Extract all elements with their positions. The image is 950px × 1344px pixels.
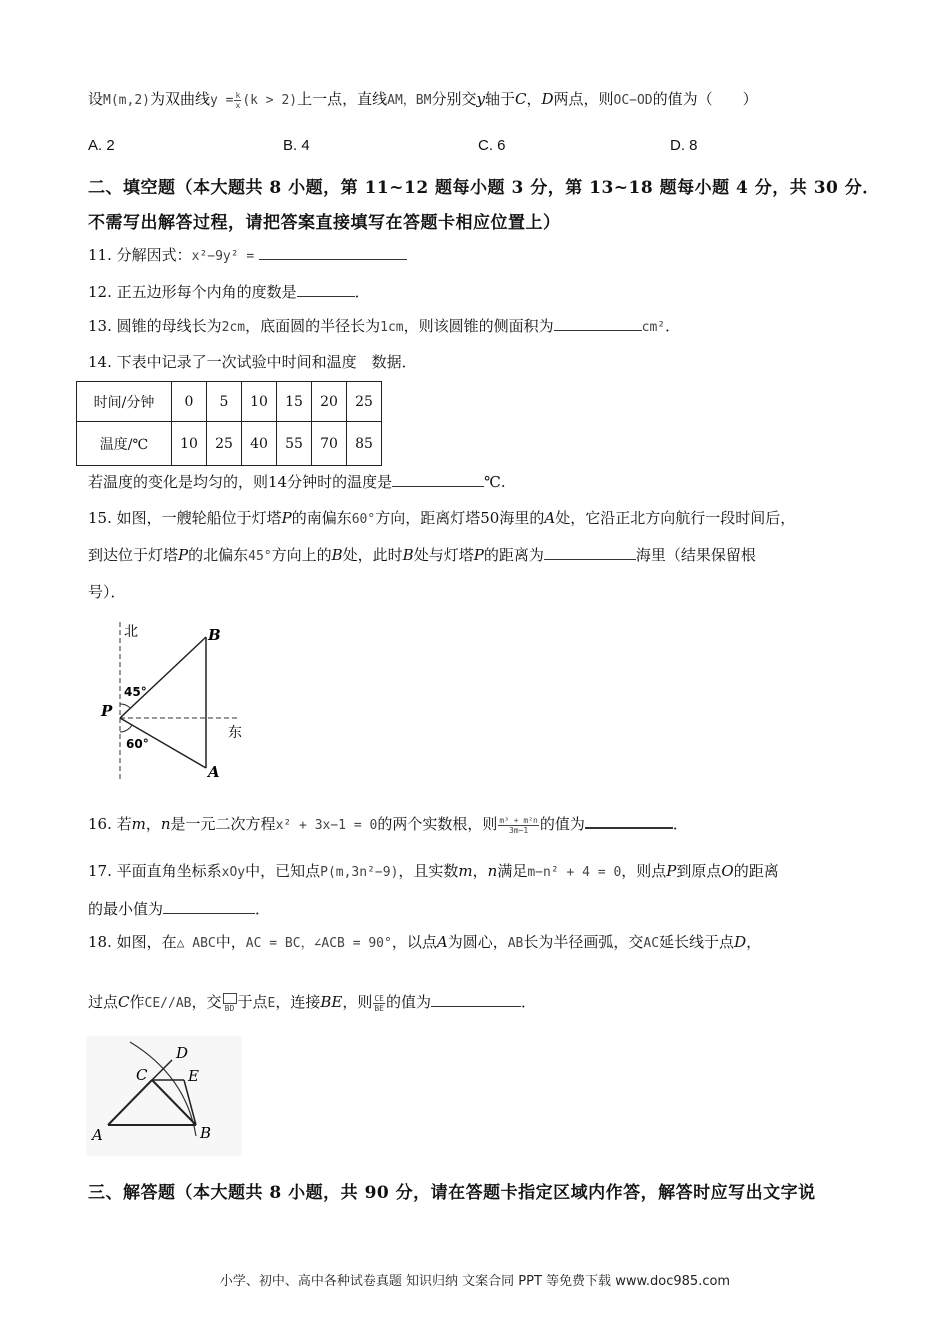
- north-label: 北: [124, 624, 138, 640]
- point-b-label: B: [200, 1124, 212, 1142]
- table-cell: 20: [312, 382, 347, 422]
- answer-blank-14: [392, 472, 484, 487]
- question-12: 12. 正五边形每个内角的度数是 ．: [88, 283, 370, 301]
- table-cell: 55: [277, 422, 312, 466]
- question-11: 11. 分解因式：x²−9y² =: [88, 245, 407, 267]
- table-row-label: 时间/分钟: [77, 382, 172, 422]
- point-p-label: P: [101, 702, 113, 720]
- table-cell: 15: [277, 382, 312, 422]
- question-10-stem: 设M(m,2)为双曲线y = $\frac{k}{x}$ (k > 2)上一点，直线AM，BM分别交y轴于C，D两点，则OC−OD的值为（ ）: [88, 90, 758, 110]
- option-d: D. 8: [670, 137, 698, 154]
- question-14-intro: 14. 下表中记录了一次试验中时间和温度 数据．: [88, 353, 417, 371]
- table-row-label: 温度/℃: [77, 422, 172, 466]
- arc-triangle-figure: [86, 1036, 242, 1156]
- question-14-question: 若温度的变化是均匀的，则14分钟时的温度是 ℃.: [88, 473, 506, 491]
- question-17-line2: 的最小值为 ．: [88, 900, 271, 918]
- table-cell: 5: [207, 382, 242, 422]
- section-2-heading-line1: 二、填空题（本大题共 8 小题，第 11~12 题每小题 3 分，第 13~18 题每小题 4 分，共 30 分．: [88, 178, 880, 198]
- segment-pb: [120, 637, 206, 718]
- point-b-label: B: [208, 626, 221, 644]
- angle-arc-60: [120, 725, 132, 732]
- arc-bd-notation: BD: [223, 993, 237, 1013]
- fraction-ce-over-be: $\frac{CE}{BE}$: [374, 993, 384, 1013]
- answer-blank-15: [544, 545, 636, 560]
- table-cell: 25: [207, 422, 242, 466]
- lighthouse-figure: [96, 620, 256, 785]
- table-cell: 85: [347, 422, 382, 466]
- fraction-k-over-x: $\frac{k}{x}$: [235, 90, 241, 110]
- option-c: C. 6: [478, 137, 506, 154]
- section-2-heading-line2: 不需写出解答过程，请把答案直接填写在答题卡相应位置上）: [88, 213, 561, 233]
- question-15-line1: 15. 如图，一艘轮船位于灯塔P的南偏东60°方向，距离灯塔50海里的A处，它沿正北方向航行一段时间后，: [88, 509, 796, 527]
- question-18-line1: 18. 如图，在△ ABC中，AC = BC，∠ACB = 90°，以点A为圆心，AB长为半径画弧，交AC延长线于点D，: [88, 933, 762, 951]
- question-18-line2: 过点C作CE//AB，交 BD 于点E，连接BE，则 $\frac{CE}{BE}$ 的值为 ．: [88, 993, 537, 1013]
- answer-blank-13: [554, 316, 642, 331]
- answer-blank-12: [297, 282, 355, 297]
- page-footer: 小学、初中、高中各种试卷真题 知识归纳 文案合同 PPT 等免费下载 www.doc985.com: [219, 1274, 731, 1289]
- answer-blank-17: [163, 899, 255, 914]
- answer-blank-18: [431, 992, 521, 1007]
- table-cell: 40: [242, 422, 277, 466]
- point-a-label: A: [208, 763, 220, 781]
- point-d-label: D: [176, 1044, 189, 1062]
- question-16: 16. 若m，n是一元二次方程x² + 3x−1 = 0的两个实数根，则 $\frac{\text{m³ + m²n}}{3m-1}$ 的值为 ．: [88, 815, 688, 835]
- table-row: [77, 422, 382, 466]
- question-15-line3: 号）．: [88, 583, 126, 601]
- east-label: 东: [228, 725, 242, 741]
- option-a: A. 2: [88, 137, 115, 154]
- angle-label-60: 60°: [126, 737, 149, 751]
- table-cell: 25: [347, 382, 382, 422]
- fraction-q16: $\frac{\text{m³ + m²n}}{3m-1}$: [499, 815, 538, 835]
- point-e-label: E: [188, 1067, 199, 1085]
- angle-label-45: 45°: [124, 685, 147, 699]
- option-b: B. 4: [283, 137, 310, 154]
- table-row: [77, 382, 382, 422]
- table-cell: 10: [242, 382, 277, 422]
- figure-background: [86, 1036, 242, 1156]
- point-c-label: C: [136, 1066, 148, 1084]
- time-temperature-table: [76, 381, 382, 466]
- answer-blank-11: [259, 245, 407, 260]
- table-cell: 10: [172, 422, 207, 466]
- table-cell: 0: [172, 382, 207, 422]
- section-3-heading: 三、解答题（本大题共 8 小题，共 90 分，请在答题卡指定区域内作答，解答时应写出文字说: [88, 1183, 816, 1203]
- answer-blank-16: [585, 813, 673, 829]
- angle-arc-45: [120, 704, 130, 708]
- question-15-line2: 到达位于灯塔P的北偏东45°方向上的B处，此时B处与灯塔P的距离为 海里（结果保留根: [88, 546, 756, 564]
- question-13: 13. 圆锥的母线长为2cm，底面圆的半径长为1cm，则该圆锥的侧面积为 cm²．: [88, 317, 681, 335]
- question-17-line1: 17. 平面直角坐标系xOy中，已知点P(m,3n²−9)，且实数m，n满足m−n² + 4 = 0，则点P到原点O的距离: [88, 862, 779, 880]
- point-a-label: A: [92, 1126, 103, 1144]
- table-cell: 70: [312, 422, 347, 466]
